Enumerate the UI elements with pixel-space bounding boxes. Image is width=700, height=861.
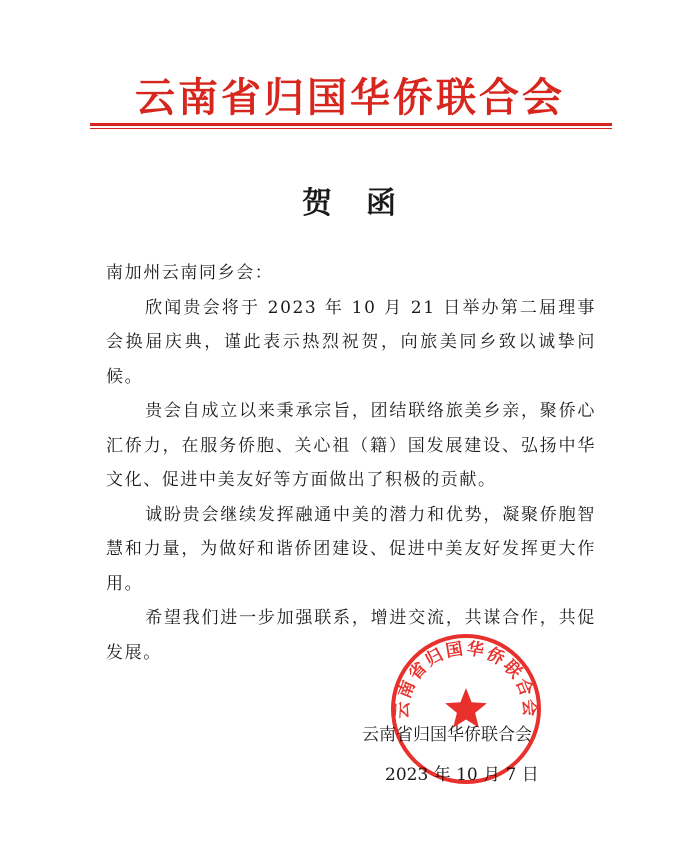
letter-body [106,256,596,670]
signature-organization: 云南省归国华侨联合会 [362,725,532,745]
letterhead-rule-thick [90,123,612,126]
document-title: 贺 函 [302,186,398,221]
official-seal [389,632,543,786]
paragraph-3: 诚盼贵会继续发挥融通中美的潜力和优势，凝聚侨胞智慧和力量，为做好和谐侨团建设、促进中美友好发挥更大作用。 [106,504,596,594]
star-icon [445,688,487,728]
paragraph-4: 希望我们进一步加强联系，增进交流，共谋合作，共促发展。 [106,608,596,663]
paragraph-1: 欣闻贵会将于 2023 年 10 月 21 日举办第二届理事会换届庆典，谨此表示热烈祝贺，向旅美同乡致以诚挚问候。 [106,297,596,387]
letterhead-title: 云南省归国华侨联合会 [135,75,565,121]
seal-text: 云南省归国华侨联合会 [392,638,540,720]
signature-date: 2023 年 10 月 7 日 [385,765,539,785]
letterhead-rule-thin [90,128,612,129]
salutation: 南加州云南同乡会： [106,263,274,283]
paragraph-2: 贵会自成立以来秉承宗旨，团结联络旅美乡亲，聚侨心汇侨力，在服务侨胞、关心祖（籍）国发展建设、弘扬中华文化、促进中美友好等方面做出了积极的贡献。 [106,401,596,490]
